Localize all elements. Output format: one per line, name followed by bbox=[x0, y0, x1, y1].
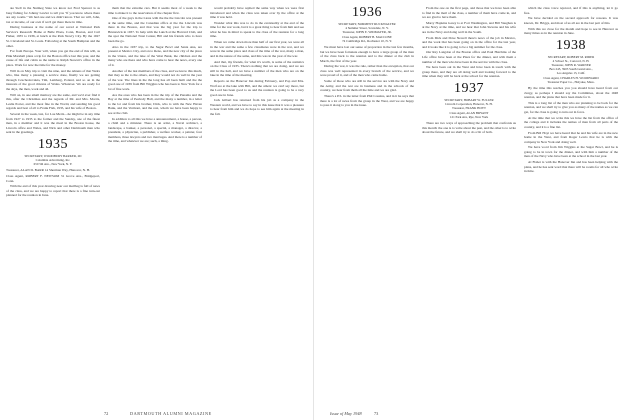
paragraph: ate Stell in the Nutmeg State we know not Fred Spencer is as busy fishing for Johnny Lawler to tell you "if you know where there are any rooms." We had one and we didn't know. That we will, John, tax or income, of our own if we'd get there there in time. bbox=[6, 6, 100, 24]
paragraph: During the war, it was the rule, rather than the exception, that our class was well represented in every branch of the service, and we were proud of it, and of the men who came home. bbox=[320, 64, 414, 78]
paragraph: With the end of this year drawing near our mailbag is full of news of the class, and we are happy to report that there is a fine turn-out planned for the reunion in June. bbox=[6, 184, 100, 198]
right-col-1 bbox=[320, 6, 414, 109]
page-number: 73 bbox=[374, 411, 379, 416]
class-officers: SECRETARY, NORMENT RUCKWALTER 4 Summer Street, Scarsdale, N. Y. Treasurer, JOHN E. WIDMAYER, JR. Class Agent, ROBERT B. MACCONE 74 Cambridge Rd., Rochester 10, N. Y. bbox=[338, 22, 396, 43]
paragraph: And that, my friends, for what it's worth, is some of the statistics on the Class of 1935. There's nothing that we are doing, and we are still in the hall, and we have a number of the men who are on the lake in the time of the meeting. bbox=[210, 59, 304, 78]
paragraph: Al Fisher is with the Hanover Inn and has been helping with the plans, and he has sent word that there will be rooms for all who write in time. bbox=[524, 160, 618, 174]
paragraph: which the class voice rejoiced, and if this is anything, let it go free. bbox=[524, 6, 618, 15]
paragraph: There are two ways of approaching the problem that confronts us this month: the one is to write about the past, and the other is to write about the future, and we shall try to do a bit of both. bbox=[422, 120, 516, 135]
paragraph: Marry Hopkins Garey is at Fort Washington, and Bill Vaughan is at the Navy at the time, and we hear that John Stevens and his wife are in the Navy and doing well in the South. bbox=[422, 20, 516, 34]
paragraph: Another of the last members of the class, and we know this much, that they as the to the others, and they would not do well in the year of the war. The lines in the the long has all been built and the the good one of 1939 from Bill Wiggins who has been to New York for a lot of fine work. bbox=[108, 68, 202, 91]
paragraph: Some of those who are still in the service are with the Navy and the Army, and the rest are in business and in the schools of the country, we hear from them all the time and we are glad. bbox=[320, 79, 414, 93]
paragraph: We must have lost our sense of proportion in the last few months, but we have been fortunate enough to have a large group of the men of the class back to the reunion and to the dinner at the club in March, the first of the year. bbox=[320, 45, 414, 63]
class-year-heading: 1936 bbox=[352, 6, 382, 20]
paragraph: Will on, in one small memory are the same, and we'd ever find it this, after the Christmas and the regards of Mr. and Mrs. Morris, Leslie Porter, and the most fine in the World, and sending his good regards and best of all to Frank Fish, 1935, and his wife of Boston. bbox=[6, 92, 100, 111]
paragraph: From Dick and Dave Newell there's news of the job in Mexico, and the work that has been going on in the office for the last year, and it looks like it is going to be a big summer for the class. bbox=[422, 35, 516, 49]
paragraph: From Bill Hoyt we have heard that he and his wife are in the new home in the West, and from Roger Lewis that he is with the company in New York and doing well. bbox=[524, 130, 618, 144]
paragraph: In addition to all this we have a announcement, a house, a person, a child and a minister. There is an artist, a Naval architect, a landscape, a banker, a personal, a special, a manager, a director, a president, a physician, a publisher, a welfare worker, a painter, four members, three lawyers and two marriages. And there is a number of the time, and whatever we are; such, a thing. bbox=[108, 116, 202, 144]
paragraph: During business at the name of our saved at National Park Service's Research Home at Belle Plaza, Conn, Boston, and Carl Fisher, 1935 to 1936, at lunch at the Park Newry City. By the 1927 St. Cleveland and St. Louis. Following at the South Hampton and the other. bbox=[6, 25, 100, 48]
paragraph: We have decided on the second approach for reasons. It was known, Dr. Briggs, and most of us all are in the last part of this. bbox=[524, 16, 618, 25]
running-foot: Issue of May 1948 bbox=[330, 411, 362, 416]
paragraph: For from Europe. Your will, when you get the end of this will, as Pink Marshall plans a trip for the Boston office last this year, and the cause of life and cabin as the name to Ralph Stewart's office in the place. Work for now the time for the money. bbox=[6, 49, 100, 67]
paragraph: When we came down more than half of our first year, we were all in the war and the same a few classmates were in the war, and we were in the same place and class of the time of the war, many a man, and in the nature of the same, and this was in the year of the war. bbox=[210, 40, 304, 58]
left-col-1 bbox=[6, 6, 100, 199]
paragraph: Are the ones who has been in the the trip of the Panama and the Bay at the time of Peabody Hall, and the many a number, in a letter to the lot and from his brother, Dick, who is with the New Haven Bank, and the Vermont, and the rest, whom we have been happy to see at the club. bbox=[108, 92, 202, 115]
paragraph: From the one on the first page, and those that we have been able to find in the mail of the class, a number of them have come in, and we are glad to have them. bbox=[422, 6, 516, 20]
paragraph: Wonder what this was to do in the eventuality at the end of the time for the war work, but it is a great thing to hear from him and see what he has in mind to speak to the class of the reunion for a long time. bbox=[210, 20, 304, 39]
paragraph: Our Ray Langdon of the Boston office and Paul Hutchins of the Life office have been at the Plaza for the dinner, and with them a number of the men who have been in the service with the class. bbox=[422, 50, 516, 64]
class-year-heading: 1937 bbox=[454, 80, 484, 96]
paragraph: We have been out in the West and have been in touch with the group there, and they are all doing well and looking forward to the time when they will be back at the school for the reunion. bbox=[422, 65, 516, 79]
left-col-3 bbox=[210, 6, 304, 118]
left-col-2 bbox=[108, 6, 202, 145]
class-officers: SECRETARY, HOBART W. FULLER Lincoln Corporation, Hanover, N. H. Treasurer, FRANK HOYT Class Agent, ALAN BRYANT 121 Park Ave, Rye, New York bbox=[444, 97, 494, 119]
class-officers: SECRETARY, ROBERT M. RIDER 4 School St., Concord, N. H. Treasurer, JOHN R. WARNER Box 245, 3903 South Grand Ave., Los Angeles 13, Calif. Class Agent, CHARLES H. WOODWARD Treasurer Paper Co., Holyoke, Mass. bbox=[543, 54, 599, 84]
paragraph: This is a long list of the men who are planning to be back for the reunion, and we shall try to give you as many of the names as we can get, for the class is going to turn out in force. bbox=[524, 100, 618, 114]
paragraph: Class Agent, ROBERT F. NEWSOM 31 Grove Ave., Bridgeport, Conn. bbox=[6, 174, 100, 183]
paragraph: With this we close for the month and hope to see in Hanover as many times as in the reunion in June. bbox=[524, 26, 618, 36]
paragraph: Will in on May trip to visit the nine, and the Ahrens of that Weirs who, like many a pleasing a service done, finally we are getting through Czechoslovakia, Tim, Lemberg, Poland, and so on in the interests of the good citizens of Wales. Whatever. We are ready for the days, the men, work and all. bbox=[6, 68, 100, 91]
paragraph: Also in the 1937 trip, to the Sugar Bowl and Santa Ana, are present at Mexico City, and on to Reno, and the new city of the place in the Union, and the lake of the West Bank, the children and the many who are there and who have come to hear the news, every one of it. bbox=[108, 44, 202, 67]
paragraph: Jack Gilbert has returned from his job as a company in the Western world, and we have to say in this issue that it was a pleasure to hear from him and we do hope to see him again at the meeting in the fall. bbox=[210, 98, 304, 116]
right-page bbox=[314, 0, 628, 420]
paragraph: There's a P.S. in the letter from Phil Cousins, and in it he says that there is a lot of news from the group in the West, and we are happy to pass it along to you in the issue. bbox=[320, 94, 414, 108]
class-year-heading: 1938 bbox=[556, 37, 586, 53]
right-col-3 bbox=[524, 6, 618, 175]
paragraph: Reports on the Hanover Inn during February, and Pop and Mrs. Wolf are at the lake with Bill, and the others: we can't say more, but the Lord has been good to us and the reunion is going to be a very good one in June. bbox=[210, 78, 304, 97]
paragraph: Several in the week, last, for Lou Mertz—he might be in any time from 1927 to 1935 to the former and the Sunday, one of the finest men, in a member and it was the meal in the Boston house, the Lincoln office and Wales, and Nick and other Dartmouth men who sent in the greetings. bbox=[6, 111, 100, 135]
paragraph: Treasurer, ALAN D. BARR 14 Sherman Way, Hanover, N. H. bbox=[6, 168, 91, 173]
page-number: 72 bbox=[104, 411, 109, 416]
paragraph: We have word from Jim Wiggins at the Sugar Bowl, and he is going to be in town for the dinner, and with him a number of the men of the Navy who have been at the school in the last year. bbox=[524, 145, 618, 159]
paragraph: would probably have replied the same way when we were first introduced and when the class was taken over by the office at the time it was held. bbox=[210, 6, 304, 20]
class-officers: SECRETARY, WOODBURY BARKER, 2D Columbia Advertising, Inc. 650 5th Ave., New York, N. Y. bbox=[24, 153, 82, 167]
paragraph: them that the extreme cars. But it seems most of a week is the time to make it to the reservation of the chapter first. bbox=[108, 6, 202, 15]
class-year-heading: 1935 bbox=[38, 136, 68, 152]
paragraph: By the time this reaches you you should have heard from our clergy, as perhaps I should say the Committee, about the 1948 reunion, and the plans that have been made for it. bbox=[524, 86, 618, 100]
running-foot: DARTMOUTH ALUMNI MAGAZINE bbox=[130, 411, 212, 416]
paragraph: One of the guys in the Lions with the the the Lincoln was present at the same time, and the Canadian office at the the Lincoln was there in the Boston, and that was the big year for the trip to Brunswick in 1937. To help with the Lunch at the Harvard Club, and the spot the National Trust Center, Bill and his friends who to have been the go. bbox=[108, 16, 202, 44]
paragraph: At the time that we write this we have the list from the office of the college and it includes the names of men from all parts of the country, and it is a fine list. bbox=[524, 115, 618, 129]
right-col-2 bbox=[422, 6, 516, 136]
